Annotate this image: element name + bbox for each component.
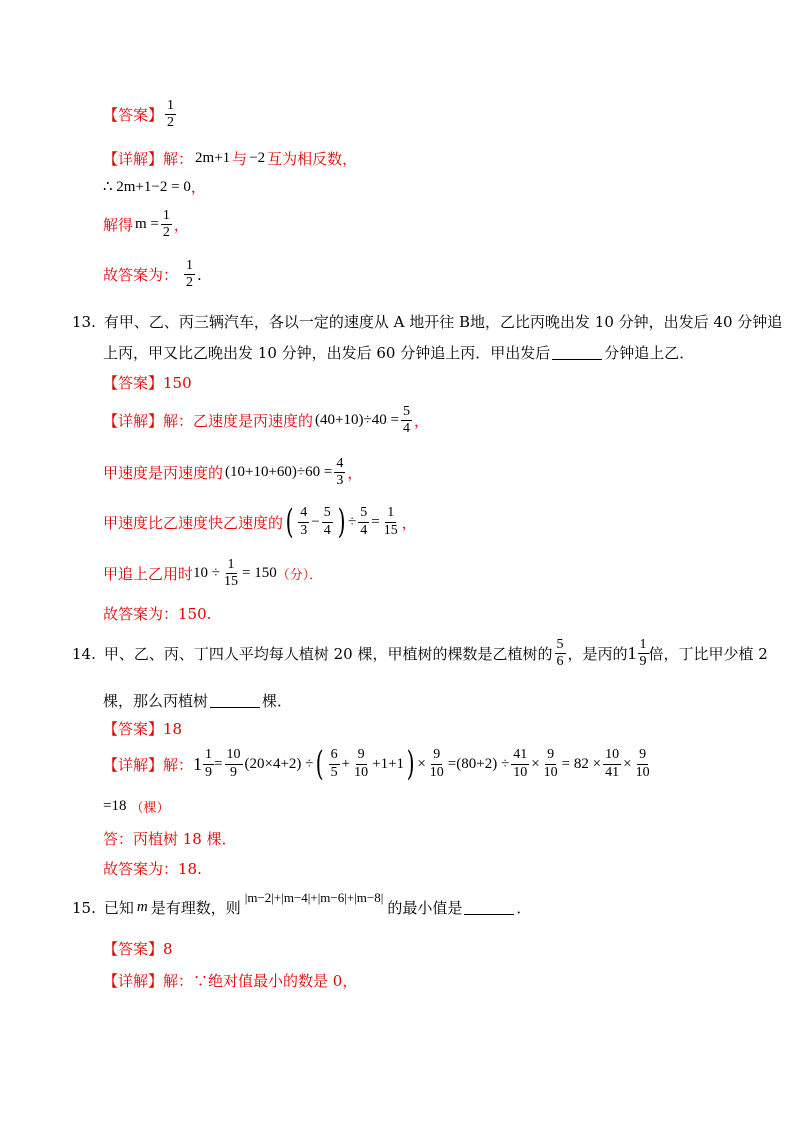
q14-blank [210, 693, 260, 708]
q14-line-1: 14. 甲、乙、丙、丁四人平均每人植树 20 棵，甲植树的棵数是乙植树的 $\frac{5}{6}$ ，是丙的 1 $\frac{1}{9}$ 倍，丁比甲少植 2 [72, 637, 768, 670]
q13-final: 故答案为：150. [103, 605, 212, 623]
q14-detail-1: 【详解】 解： 1 $\frac{1}{9}$ = $\frac{10}{9}$ (20×4+2) ÷ ( $\frac{6}{5}$ + $\frac{9}{10}$ +1+1 ) × $\frac{9}{10}$ =(80+2) ÷ $\frac{41}{10}$ × $\frac{9}{10}$ = 82 × $\frac{10}{41}$ × $\frac{9}{10}$ [103, 744, 650, 784]
abs-expression: |m−2|+|m−4|+|m−6|+|m−8| [244, 889, 384, 905]
detail-tag: 【详解】 [103, 150, 164, 168]
q14-line-2: 棵，那么丙植树 棵． [103, 692, 293, 710]
q14-answer-row: 【答案】 18 [103, 719, 183, 738]
q15-number: 15. [72, 898, 96, 917]
q13-answer-row: 【答案】 150 [103, 373, 192, 392]
q15-detail-1: 【详解】 解：∵绝对值最小的数是 0， [103, 972, 358, 990]
q13-line-1: 13. 有甲、乙、丙三辆汽车，各以一定的速度从 A 地开往 B地，乙比丙晚出发 10 分钟，出发后 40 分钟追 [72, 312, 783, 331]
q13-detail-3: 甲速度比乙速度快乙速度的 ( $\frac{4}{3}$ − $\frac{5}{4}$ ) ÷ $\frac{5}{4}$ = $\frac{1}{15}$ ， [103, 502, 417, 542]
q13-number: 13. [72, 312, 96, 331]
final-row-prev: 故答案为： $\frac{1}{2}$ . [103, 258, 202, 291]
q14-answer-line: 答：丙植树 18 棵． [103, 830, 237, 848]
q14-number: 14. [72, 644, 96, 663]
q14-final: 故答案为：18. [103, 860, 202, 878]
q15-blank [464, 900, 514, 915]
solve-row: 解得 m = $\frac{1}{2}$ ， [103, 208, 189, 241]
q15-answer-row: 【答案】 8 [103, 939, 173, 958]
q13-detail-4: 甲追上乙用时 10 ÷ $\frac{1}{15}$ = 150 （分）． [103, 557, 323, 590]
q13-detail-1: 【详解】 解：乙速度是丙速度的 (40+10)÷40 = $\frac{5}{4}$ ， [103, 404, 429, 437]
mixed-number: 1 $\frac{1}{9}$ [627, 637, 647, 670]
answer-row-prev [103, 98, 178, 131]
q13-detail-2: 甲速度是丙速度的 (10+10+60)÷60 = $\frac{4}{3}$ ， [103, 456, 363, 489]
answer-fraction: $\frac{1}{2}$ [167, 98, 175, 131]
detail-row-prev-1: 【详解】 解： 2m+1 与 −2 互为相反数， [103, 150, 358, 168]
final-fraction: $\frac{1}{2}$ [186, 258, 194, 291]
answer-tag: 【答案】 [103, 106, 164, 125]
q15-line-1: 15. 已知 m 是有理数，则 |m−2|+|m−4|+|m−6|+|m−8| 的最小值是 ． [72, 889, 532, 917]
q13-blank [552, 345, 602, 360]
solve-fraction: $\frac{1}{2}$ [162, 208, 170, 241]
therefore-row: ∴ 2m+1−2 = 0 ， [103, 178, 206, 196]
q13-line-2: 上丙，甲又比乙晚出发 10 分钟，出发后 60 分钟追上丙．甲出发后 分钟追上乙． [103, 344, 695, 362]
q14-detail-2: =18 （棵） [103, 798, 170, 816]
